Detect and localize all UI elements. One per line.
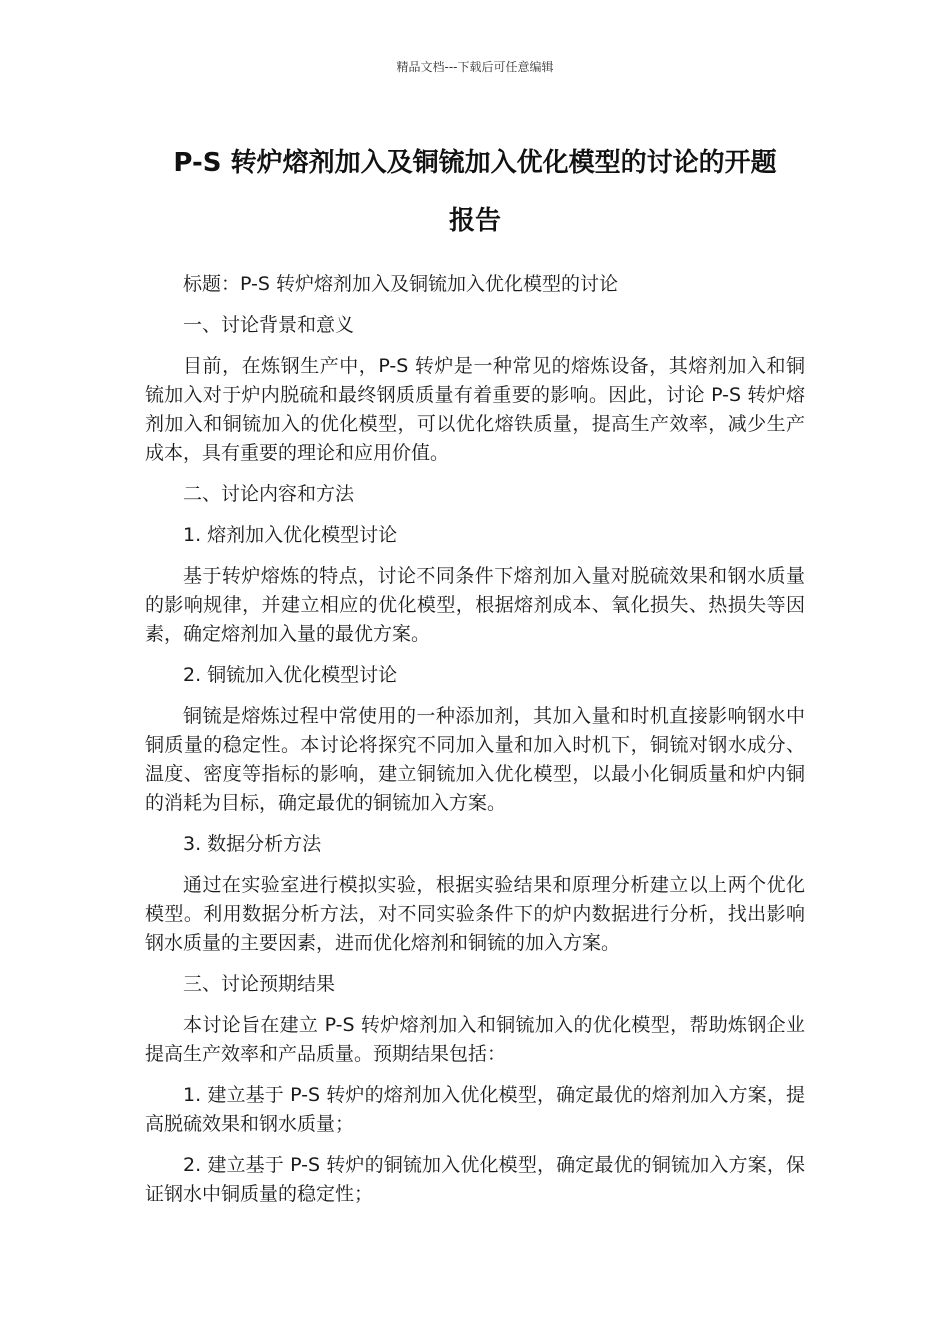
title-line-2: 报告 — [448, 206, 501, 236]
subheading-flux-model: 1. 熔剂加入优化模型讨论 — [183, 524, 398, 546]
subheading-data-analysis: 3. 数据分析方法 — [183, 833, 322, 855]
data-analysis-paragraph: 通过在实验室进行模拟实验，根据实验结果和原理分析建立以上两个优化模型。利用数据分析方法，对不同实验条件下的炉内数据进行分析，找出影响钢水质量的主要因素，进而优化熔剂和铜锍的加入方案。 — [145, 874, 805, 954]
header-note: 精品文档---下载后可任意编辑 — [396, 60, 554, 74]
result-item-2: 2. 建立基于 P-S 转炉的铜锍加入优化模型，确定最优的铜锍加入方案，保证钢水中铜质量的稳定性； — [145, 1154, 805, 1205]
subject-line: 标题：P-S 转炉熔剂加入及铜锍加入优化模型的讨论 — [183, 273, 618, 295]
document-body — [145, 270, 805, 1221]
section-heading-background: 一、讨论背景和意义 — [183, 314, 355, 336]
results-intro-paragraph: 本讨论旨在建立 P-S 转炉熔剂加入和铜锍加入的优化模型，帮助炼钢企业提高生产效率和产品质量。预期结果包括： — [145, 1014, 805, 1065]
section-heading-content: 二、讨论内容和方法 — [183, 483, 355, 505]
title-line-1: P-S 转炉熔剂加入及铜锍加入优化模型的讨论的开题 — [173, 148, 777, 178]
matte-model-paragraph: 铜锍是熔炼过程中常使用的一种添加剂，其加入量和时机直接影响钢水中铜质量的稳定性。本讨论将探究不同加入量和加入时机下，铜锍对钢水成分、温度、密度等指标的影响，建立铜锍加入优化模型，以最小化铜质量和炉内铜的消耗为目标，确定最优的铜锍加入方案。 — [145, 705, 805, 814]
flux-model-paragraph: 基于转炉熔炼的特点，讨论不同条件下熔剂加入量对脱硫效果和钢水质量的影响规律，并建立相应的优化模型，根据熔剂成本、氧化损失、热损失等因素，确定熔剂加入量的最优方案。 — [145, 565, 805, 645]
section-heading-results: 三、讨论预期结果 — [183, 973, 336, 995]
result-item-1: 1. 建立基于 P-S 转炉的熔剂加入优化模型，确定最优的熔剂加入方案，提高脱硫效果和钢水质量； — [145, 1084, 805, 1135]
document-title — [130, 134, 820, 250]
background-paragraph: 目前，在炼钢生产中，P-S 转炉是一种常见的熔炼设备，其熔剂加入和铜锍加入对于炉内脱硫和最终钢质质量有着重要的影响。因此，讨论 P-S 转炉熔剂加入和铜锍加入的优化模型，可以优化熔铁质量，提高生产效率，减少生产成本，具有重要的理论和应用价值。 — [145, 355, 805, 464]
subheading-matte-model: 2. 铜锍加入优化模型讨论 — [183, 664, 398, 686]
